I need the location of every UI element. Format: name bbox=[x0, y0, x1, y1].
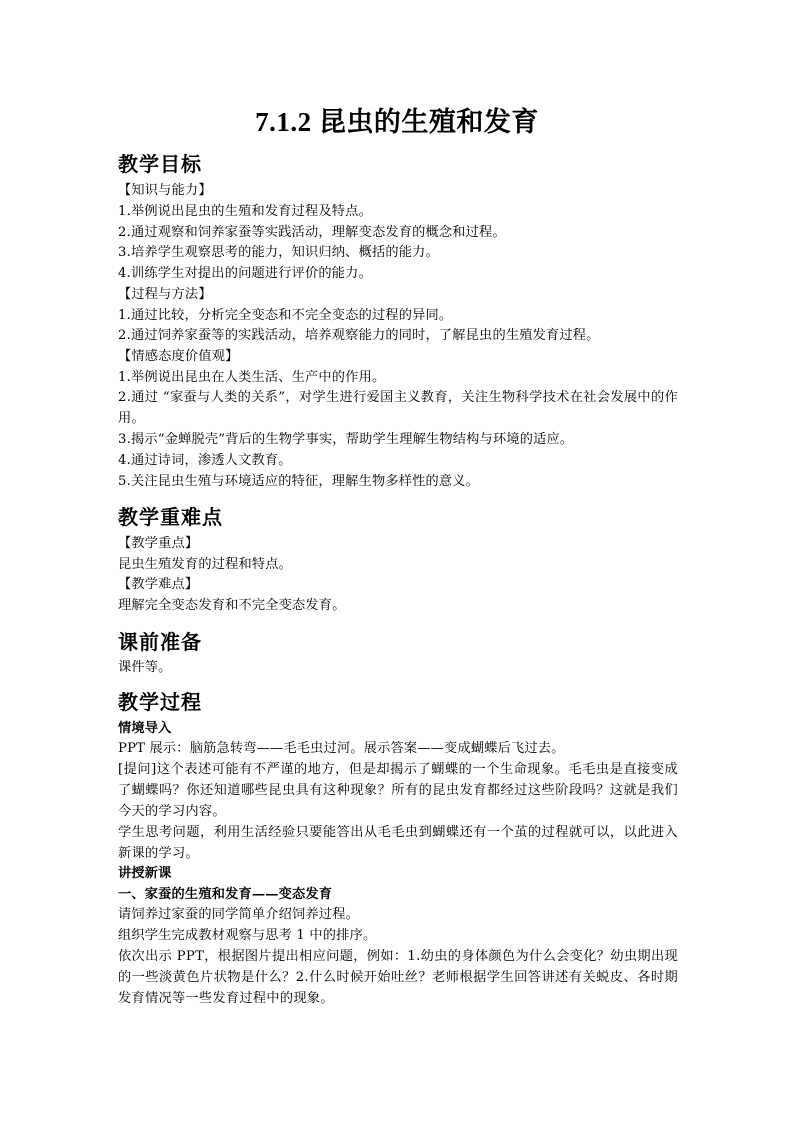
emotion-item: 3.揭示“金蝉脱壳”背后的生物学事实，帮助学生理解生物结构与环境的适应。 bbox=[118, 432, 574, 447]
section1-line: 依次出示 PPT，根据图片提出相应问题，例如：1.幼虫的身体颜色为什么会变化？幼虫期出现的一些淡黄色片状物是什么？2.什么时候开始吐丝？老师根据学生回答讲述有关蜕皮、各时期发育情况等一些发育过程中的现象。 bbox=[118, 949, 678, 1006]
process-label: 【过程与方法】 bbox=[118, 287, 212, 302]
knowledge-label: 【知识与能力】 bbox=[118, 183, 212, 198]
intro-question: [提问]这个表述可能有不严谨的地方，但是却揭示了蝴蝶的一个生命现象。毛毛虫是直接变成了蝴蝶吗？你还知道哪些昆虫具有这种现象？所有的昆虫发育都经过这些阶段吗？这就是我们今天的学习内容。 bbox=[118, 762, 678, 819]
objectives-heading: 教学目标 bbox=[118, 152, 202, 176]
section1-line: 组织学生完成教材观察与思考 1 中的排序。 bbox=[118, 928, 377, 943]
intro-student: 学生思考问题，利用生活经验只要能答出从毛毛虫到蝴蝶还有一个茧的过程就可以，以此进入新课的学习。 bbox=[118, 825, 678, 861]
intro-heading: 情境导入 bbox=[118, 721, 172, 736]
section1-heading: 一、家蚕的生殖和发育——变态发育 bbox=[118, 887, 333, 902]
emotion-item: 2.通过 “家蚕与人类的关系”，对学生进行爱国主义教育，关注生物科学技术在社会发展中的作用。 bbox=[118, 390, 678, 426]
section1-line: 请饲养过家蚕的同学简单介绍饲养过程。 bbox=[118, 907, 359, 922]
intro-ppt: PPT 展示：脑筋急转弯——毛毛虫过河。展示答案——变成蝴蝶后飞过去。 bbox=[118, 741, 565, 756]
new-lesson-heading: 讲授新课 bbox=[118, 866, 172, 881]
emotion-item: 5.关注昆虫生殖与环境适应的特征，理解生物多样性的意义。 bbox=[118, 474, 480, 489]
knowledge-item: 4.训练学生对提出的问题进行评价的能力。 bbox=[118, 266, 372, 281]
preparation-heading: 课前准备 bbox=[118, 630, 202, 654]
preparation-text: 课件等。 bbox=[118, 660, 172, 675]
knowledge-item: 1.举例说出昆虫的生殖和发育过程及特点。 bbox=[118, 204, 372, 219]
process-heading: 教学过程 bbox=[118, 690, 202, 714]
key-text: 昆虫生殖发育的过程和特点。 bbox=[118, 557, 293, 572]
key-label: 【教学重点】 bbox=[118, 536, 199, 551]
difficult-label: 【教学难点】 bbox=[118, 577, 199, 592]
key-points-heading: 教学重难点 bbox=[118, 505, 223, 529]
difficult-text: 理解完全变态发育和不完全变态发育。 bbox=[118, 598, 346, 613]
emotion-label: 【情感态度价值观】 bbox=[118, 349, 239, 364]
process-item: 2.通过饲养家蚕等的实践活动，培养观察能力的同时，了解昆虫的生殖发育过程。 bbox=[118, 328, 600, 343]
process-item: 1.通过比较，分析完全变态和不完全变态的过程的异同。 bbox=[118, 308, 453, 323]
knowledge-item: 2.通过观察和饲养家蚕等实践活动，理解变态发育的概念和过程。 bbox=[118, 225, 506, 240]
emotion-item: 4.通过诗词，渗透人文教育。 bbox=[118, 453, 292, 468]
emotion-item: 1.举例说出昆虫在人类生活、生产中的作用。 bbox=[118, 370, 386, 385]
document-title: 7.1.2 昆虫的生殖和发育 bbox=[255, 107, 539, 137]
knowledge-item: 3.培养学生观察思考的能力，知识归纳、概括的能力。 bbox=[118, 245, 439, 260]
